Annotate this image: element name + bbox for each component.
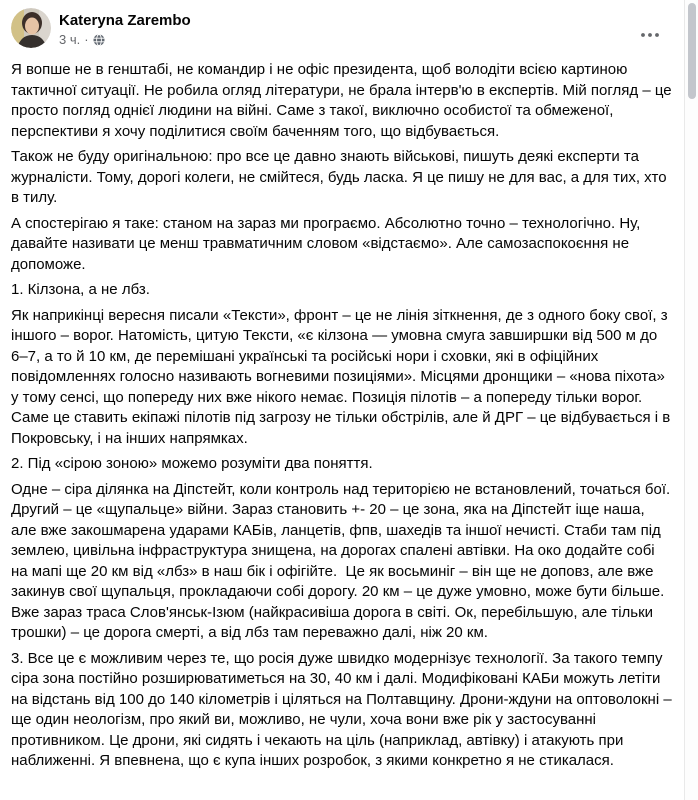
paragraph-observation: А спостерігаю я таке: станом на зараз ми програємо. Абсолютно точно – технологічно. Ну, давайте називати це менш травматичним словом «відстаємо». Але самозаспокоєння не допоможе.: [11, 214, 645, 273]
meta-separator: ·: [84, 32, 89, 47]
post-header-text: [59, 8, 191, 48]
scrollbar-thumb[interactable]: [688, 3, 696, 99]
section-3-body: 3. Все це є можливим через те, що росія дуже швидко модернізує технології. За такого темпу сіра зона постійно розширюватиметься на 30, 40 км і далі. Модифіковані КАБи можуть летіти на відстань від 100 до 140 кілометрів і ціляться на Полтавщину. Дрони-ждуни на оптоволокні – ще один неологізм, про який ви, можливо, не чули, хоча вони вже рік у застосуванні противником. Це дрони, які сидять і чекають на ціль (наприклад, автівку) і атакують при наближенні. Я впевнена, що є купа інших розробок, з якими конкретно я не стикалася.: [11, 649, 676, 769]
paragraph-intro: Я вопше не в генштабі, не командир і не офіс президента, щоб володіти всією картиною тактичної ситуації. Не робила огляд літератури, не брала інтерв'ю в експертів. Мій погляд – це просто погляд однієї людини на війні. Саме з такої, виключно особистої та обмеженої, перспективи я хочу поділитися своїм баченням того, що відбувається.: [11, 61, 676, 140]
paragraph-disclaimer: Також не буду оригінальною: про все це давно знають військові, пишуть деякі експерти та журналісти. Тому, дорогі колеги, не смійтеся, будь ласка. Я це пишу не для вас, а для тих, хто в тилу.: [11, 148, 671, 206]
globe-public-icon: [93, 34, 105, 46]
post-header: [11, 8, 672, 48]
post-text: [11, 60, 676, 772]
section-2-body: Одне – сіра ділянка на Діпстейт, коли контроль над територією не встановлений, точаться бої. Другий – це «щупальце» війни. Зараз становить +- 20 – це зона, яка на Діпстейт іще наша, але вже закошмарена ударами КАБів, ланцетів, фпв, шахедів та іншої нечисті. Стаби там під землею, цивільна інфраструктура знищена, на дорогах спалені автівки. На око додайте собі на мапі ще 20 км від «лбз» в наш бік і офігійте. Це як восьминіг – він ще не доповз, але вже закинув свої щупальця, прокладаючи собі дорогу. 20 км – це дуже умовно, може бути більше. Вже зараз траса Слов'янськ-Ізюм (найкрасивіша дорога в світі. Ок, перебільшую, але тільки трошки) – це дорога смерті, а від лбз там переважно далі, ніж 20 км.: [11, 480, 675, 641]
more-options-button[interactable]: [634, 22, 666, 48]
avatar[interactable]: [11, 8, 51, 48]
avatar-image: [11, 8, 51, 48]
section-2-heading: 2. Під «сірою зоною» можемо розуміти два поняття.: [11, 455, 373, 472]
author-name[interactable]: Kateryna Zarembo: [59, 12, 191, 29]
post-meta: [59, 31, 191, 48]
timestamp[interactable]: 3 ч.: [59, 32, 81, 47]
section-1-heading: 1. Кілзона, а не лбз.: [11, 281, 150, 298]
scrollbar[interactable]: [684, 0, 698, 800]
section-1-body: Як наприкінці вересня писали «Тексти», фронт – це не лінія зіткнення, де з одного боку свої, з іншого – ворог. Натомість, цитую Тексти, «є кілзона — умовна смуга завширшки від 500 м до 6–7, а то й 10 км, де перемішані українські та російські нори і сховки, які в офіційних повідомленнях голосно називають вогневими позиціями». Місцями дронщики – «нова піхота» у тому сенсі, що попереду них вже нікого немає. Позиція пілотів – а попереду тільки ворог. Саме це ставить екіпажі пілотів під загрозу не тільки обстрілів, але й ДРГ – це відбувається і в Покровську, і на інших напрямках.: [11, 306, 675, 447]
ellipsis-icon: [640, 32, 660, 38]
